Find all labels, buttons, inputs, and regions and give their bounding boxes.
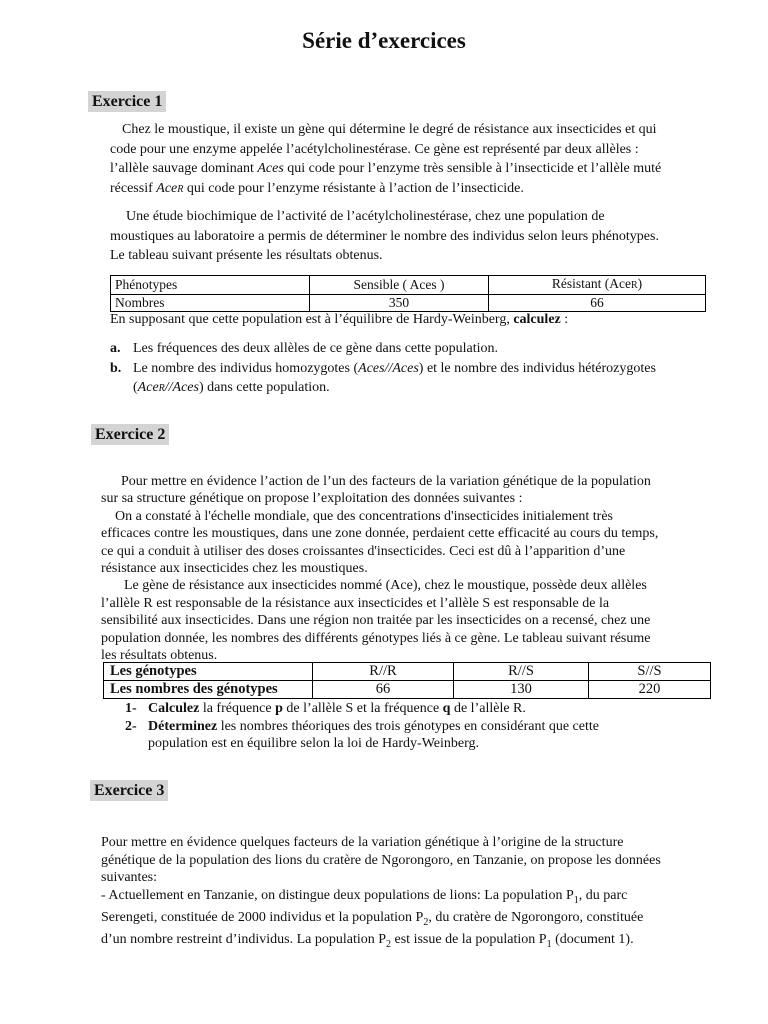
table-cell: R//R bbox=[313, 663, 454, 681]
table-cell: R//S bbox=[454, 663, 589, 681]
text-line: génétique de la population des lions du cratère de Ngorongoro, en Tanzanie, on propose les données bbox=[101, 852, 661, 868]
text-line: Une étude biochimique de l’activité de l’acétylcholinestérase, chez une population de bbox=[126, 209, 605, 224]
text-line: résistance aux insecticides chez les moustiques. bbox=[101, 561, 368, 577]
table-row bbox=[111, 276, 706, 295]
table-cell: 66 bbox=[313, 681, 454, 699]
list-item: 2- Déterminez les nombres théoriques des trois génotypes en considérant que cette population est en équilibre selon la loi de Hardy-Weinberg. bbox=[125, 718, 599, 751]
text-line: l’allèle sauvage dominant Aces qui code pour l’enzyme très sensible à l’insecticide et l’allèle muté bbox=[110, 161, 662, 176]
text-line: sur sa structure génétique on propose l’exploitation des données suivantes : bbox=[101, 491, 523, 507]
table-cell: 66 bbox=[489, 295, 706, 312]
text-line: Pour mettre en évidence l’action de l’un des facteurs de la variation génétique de la population bbox=[121, 474, 651, 489]
table-cell: Résistant (AceR) bbox=[489, 276, 706, 295]
text-line: ce qui a conduit à utiliser des doses croissantes d'insecticides. Ceci est dû à l’apparition d’une bbox=[101, 543, 626, 559]
exercise-2-paragraph bbox=[101, 473, 713, 664]
table-cell: 130 bbox=[454, 681, 589, 699]
table-cell: 350 bbox=[310, 295, 489, 312]
table-cell: S//S bbox=[589, 663, 711, 681]
text-line: sensibilité aux insecticides. Dans une région non traitée par les insecticides on a recensé, chez une bbox=[101, 613, 651, 629]
text-line: Le gène de résistance aux insecticides nommé (Ace), chez le moustique, possède deux allèles bbox=[124, 578, 647, 594]
text-line: d’un nombre restreint d’individus. La population $P_2$ est issue de la population $P_1$ (document 1). bbox=[101, 932, 634, 950]
exercise-3-paragraph bbox=[101, 834, 713, 953]
list-item: 1- Calculez la fréquence p de l’allèle S et la fréquence q de l’allèle R. bbox=[125, 701, 526, 716]
table-cell: Nombres bbox=[111, 295, 310, 312]
table-cell: Les nombres des génotypes bbox=[104, 681, 313, 699]
table-cell: Sensible ( Aces ) bbox=[310, 276, 489, 295]
table-cell: Phénotypes bbox=[111, 276, 310, 295]
text-line: Serengeti, constituée de 2000 individus et la population $P_2$, du cratère de Ngorongoro, constituée bbox=[101, 909, 644, 928]
list-item: a. Les fréquences des deux allèles de ce gène dans cette population. bbox=[110, 341, 499, 356]
text-line: récessif AceR qui code pour l’enzyme résistante à l’action de l’insecticide. bbox=[110, 180, 524, 196]
exercise-2-questions bbox=[125, 700, 715, 753]
table-cell: 220 bbox=[589, 681, 711, 699]
table-cell: Les génotypes bbox=[104, 663, 313, 681]
text-line: - Actuellement en Tanzanie, on distingue deux populations de lions: La population $P_1$, du parc bbox=[101, 887, 628, 906]
genotype-table bbox=[103, 662, 711, 699]
text-line: l’allèle R est responsable de la résistance aux insecticides et l’allèle S est responsable de la bbox=[101, 595, 610, 611]
text-line: Pour mettre en évidence quelques facteurs de la variation génétique à l’origine de la structure bbox=[101, 835, 624, 850]
text-line: code pour une enzyme appelée l’acétylcholinestérase. Ce gène est représenté par deux allèles : bbox=[110, 141, 639, 157]
table-row bbox=[104, 681, 711, 699]
text-line: population donnée, les nombres des différents génotypes liés à ce gène. Le tableau suivant résume bbox=[101, 630, 651, 646]
table-row bbox=[104, 663, 711, 681]
exercise-3-heading: Exercice 3 bbox=[90, 780, 168, 801]
phenotype-table bbox=[110, 275, 706, 312]
exercise-1-instruction: En supposant que cette population est à l’équilibre de Hardy-Weinberg, calculez : bbox=[110, 312, 569, 327]
text-line: On a constaté à l'échelle mondiale, que des concentrations d'insecticides initialement très bbox=[115, 508, 613, 524]
text-line: efficaces contre les moustiques, dans une zone donnée, perdaient cette efficacité au cours du temps, bbox=[101, 526, 659, 542]
text-line: Le tableau suivant présente les résultats obtenus. bbox=[110, 248, 383, 263]
table-row bbox=[111, 295, 706, 312]
text-line: moustiques au laboratoire a permis de déterminer le nombre des individus selon leurs phénotypes. bbox=[110, 228, 659, 244]
exercise-1-paragraph-2 bbox=[110, 207, 706, 266]
exercise-1-paragraph-1 bbox=[110, 120, 706, 199]
text-line: suivantes: bbox=[101, 870, 157, 885]
exercise-2-heading: Exercice 2 bbox=[91, 424, 169, 445]
exercise-1-heading: Exercice 1 bbox=[88, 91, 166, 112]
list-item: b. Le nombre des individus homozygotes (Aces//Aces) et le nombre des individus hétérozygotes (AceR//Aces) dans cette population. bbox=[110, 360, 656, 395]
text-line: Chez le moustique, il existe un gène qui détermine le degré de résistance aux insecticides et qui bbox=[122, 122, 657, 137]
page-title: Série d’exercices bbox=[302, 28, 466, 53]
exercise-1-questions bbox=[110, 339, 710, 399]
text-line: les résultats obtenus. bbox=[101, 648, 218, 664]
